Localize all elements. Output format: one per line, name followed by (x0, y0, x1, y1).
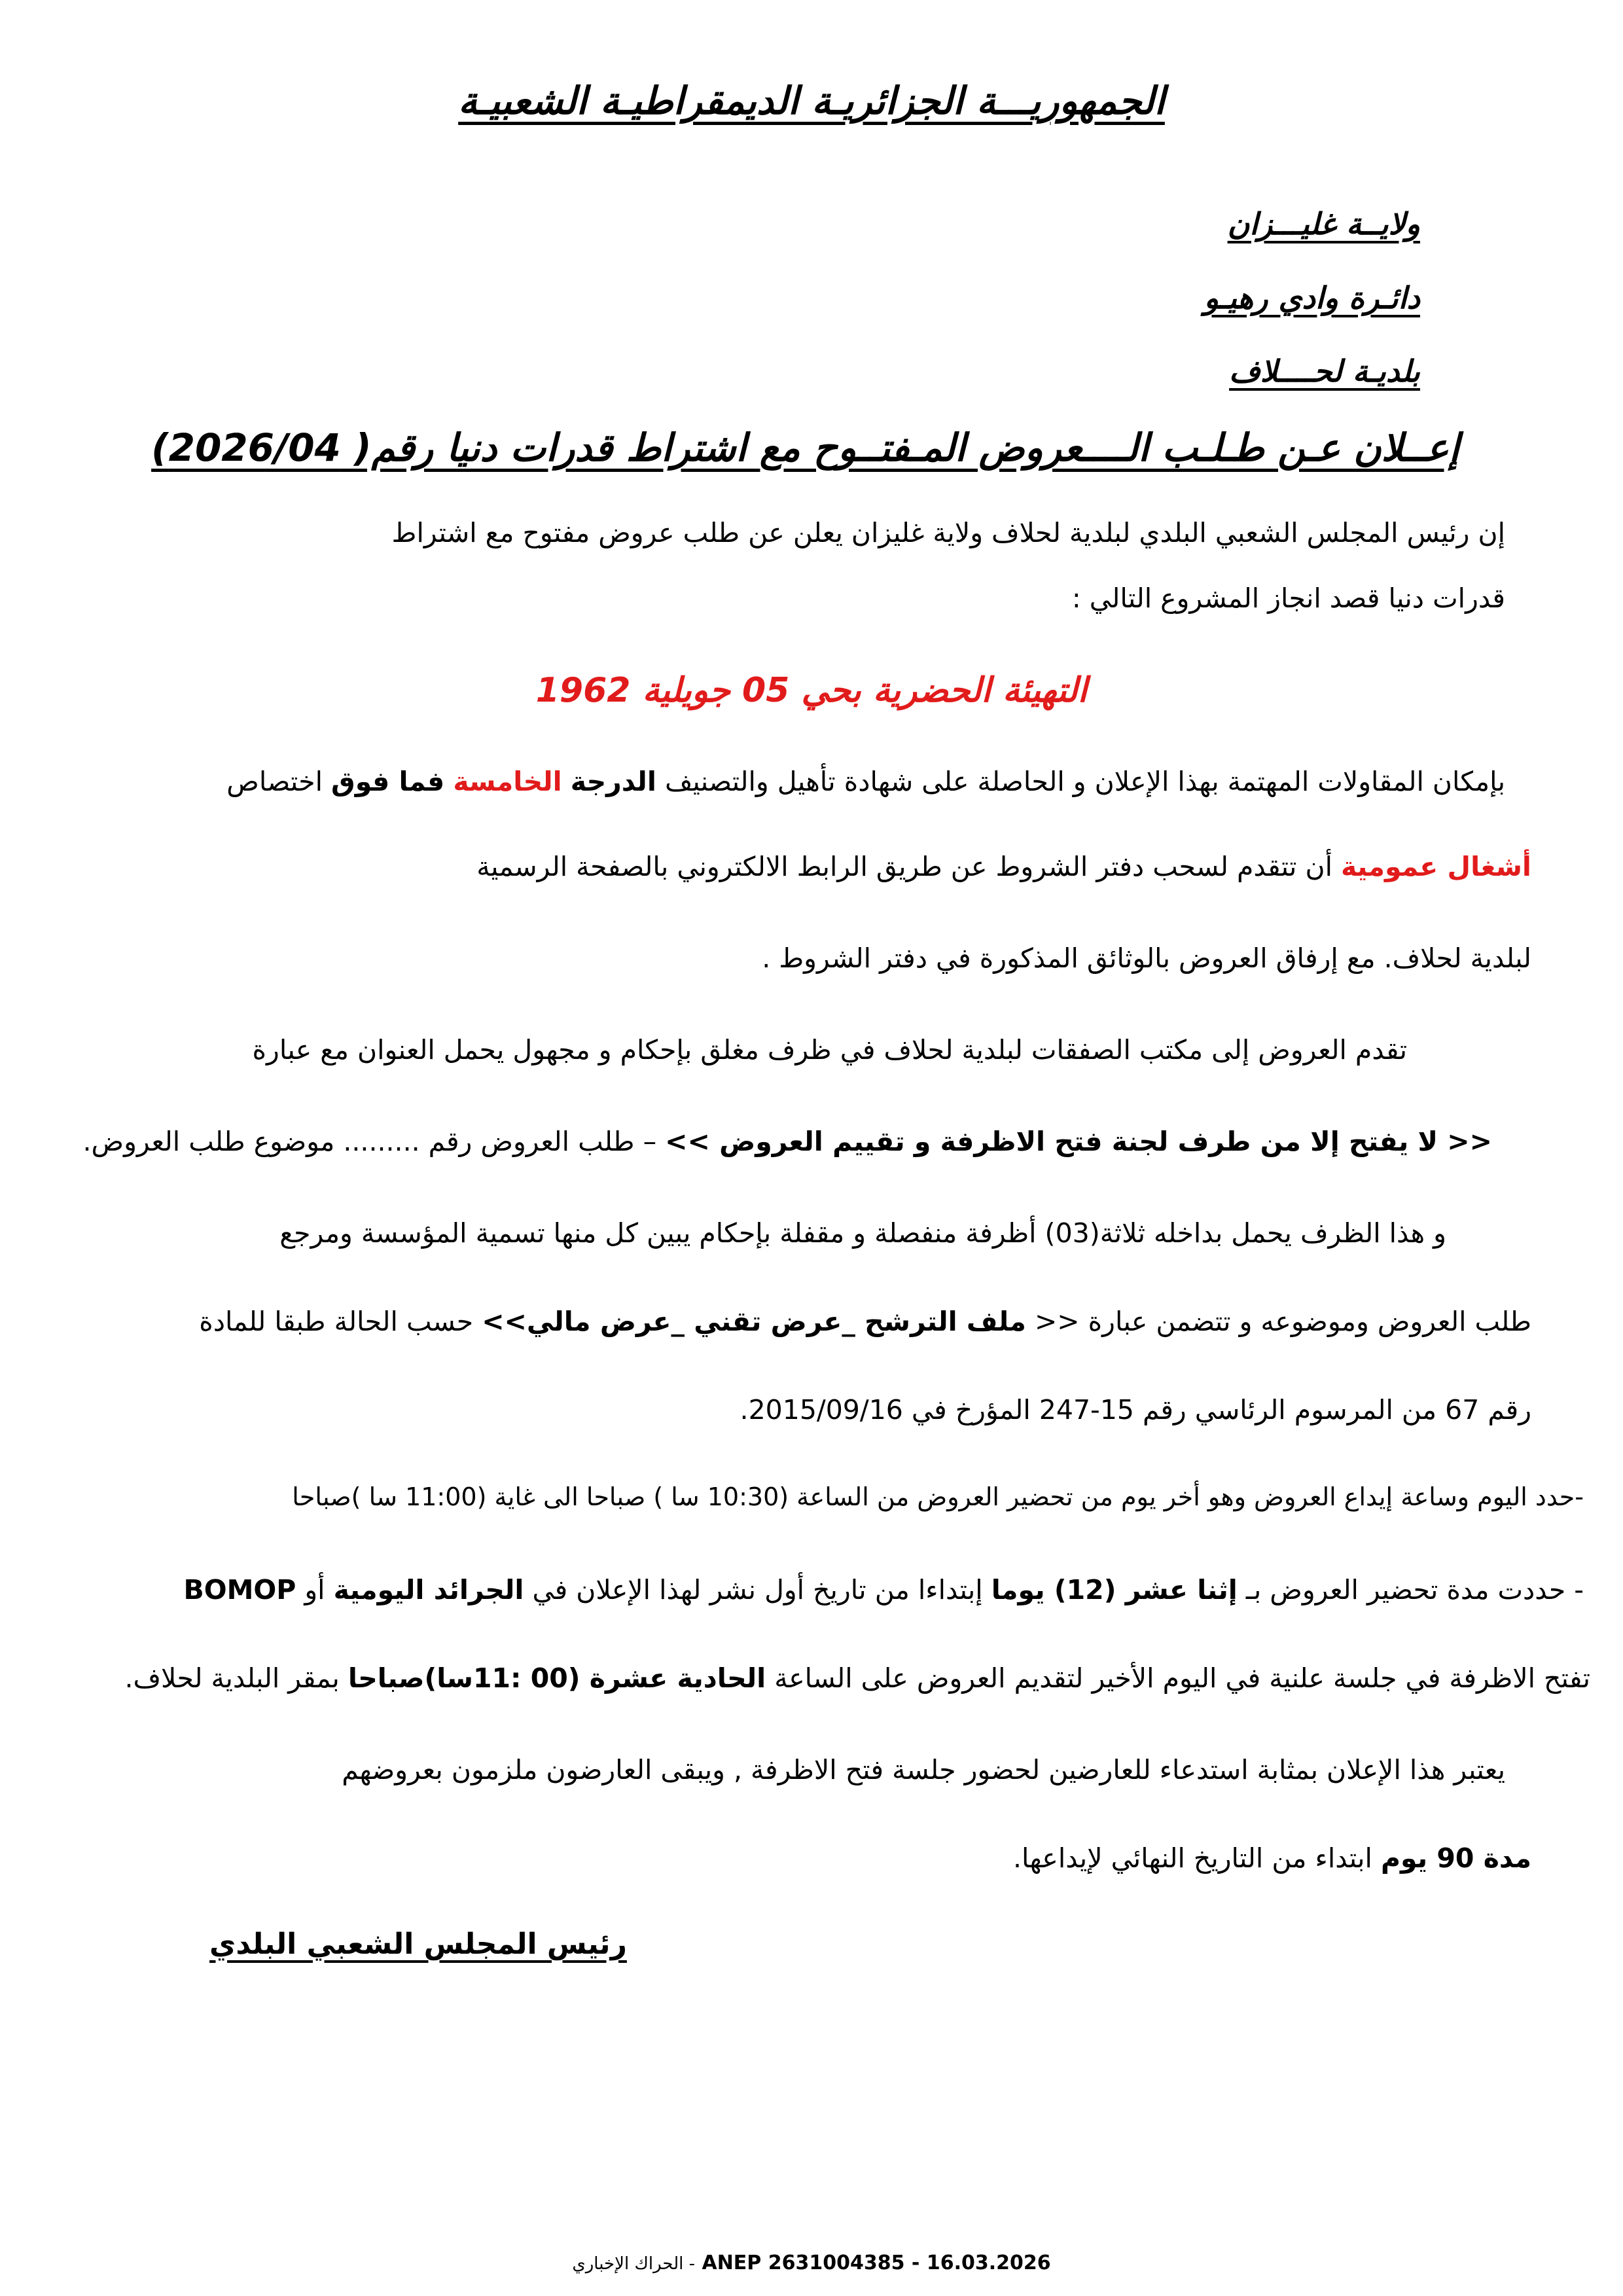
p5-text-c: حسب الحالة طبقا للمادة (199, 1306, 474, 1337)
p1-text: بإمكان المقاولات المهتمة بهذا الإعلان و الحاصلة على شهادة تأهيل والتصنيف (664, 766, 1505, 797)
preparation-days: إثنا عشر (12) يوما (991, 1574, 1238, 1605)
validity-text: ابتداء من التاريخ النهائي لإيداعها. (1012, 1842, 1372, 1874)
paragraph-1-line-3: لبلدية لحلاف. مع إرفاق العروض بالوثائق المذكورة في دفتر الشروط . (762, 942, 1531, 974)
preparation-period-line (184, 1574, 1584, 1606)
footer (0, 2251, 1623, 2274)
commune-label: بلديـة لحــــلاف (1229, 353, 1420, 389)
paragraph-2-line-2 (83, 1126, 1493, 1158)
p1-grade-label: الدرجة (570, 766, 656, 797)
intro-line-1: إن رئيس المجلس الشعبي البلدي لبلدية لحلاف ولاية غليزان يعلن عن طلب عروض مفتوح مع اشتراط (391, 517, 1505, 548)
republic-title: الجمهوريـــة الجزائريـة الديمقراطيـة الشعبيـة (458, 79, 1165, 123)
deposit-hours-line: -حدد اليوم وساعة إيداع العروض وهو أخر يوم من تحضير العروض من الساعة (10:30 سا ) صباحا الى غاية (11:00 سا )صباحا (292, 1482, 1584, 1511)
p7-or: أو (304, 1574, 325, 1605)
p7-text-c: إبتداءا من تاريخ أول نشر لهذا الإعلان في (532, 1574, 983, 1605)
daira-label: دائـرة وادي رهيـو (1204, 280, 1420, 315)
public-works-label: أشغال عمومية (1341, 851, 1531, 882)
paragraph-3-line-3: رقم 67 من المرسوم الرئاسي رقم 15-247 المؤرخ في 2015/09/16. (740, 1394, 1531, 1426)
validity-line-1: يعتبر هذا الإعلان بمثابة استدعاء للعارضين لحضور جلسة فتح الاظرفة , ويبقى العارضون ملزمون بعروضهم (342, 1754, 1505, 1785)
p7-text-a: - حددت مدة تحضير العروض بـ (1245, 1574, 1584, 1605)
paragraph-1-line-2 (476, 851, 1531, 883)
signature-title: رئيس المجلس الشعبي البلدي (209, 1928, 627, 1961)
opening-time: الحادية عشرة (00 :11سا)صباحا (348, 1662, 766, 1694)
paragraph-3-line-1: و هذا الظرف يحمل بداخله ثلاثة(03) أظرفة منفصلة و مقفلة بإحكام يبين كل منها تسمية المؤسسة ومرجع (279, 1217, 1446, 1249)
announcement-title: إعــلان عـن طـلـب الــــعروض المـفتــوح مع اشتراط قدرات دنيا رقم( 2026/04) (151, 425, 1459, 470)
p1-specialty: اختصاص (226, 766, 323, 797)
wilaya-label: ولايــة غليـــزان (1227, 206, 1420, 242)
p1-grade-above: فما فوق (331, 766, 445, 797)
bomop-label: BOMOP (183, 1574, 296, 1605)
validity-line-2 (1013, 1842, 1531, 1874)
paragraph-3-line-2 (199, 1306, 1531, 1338)
tender-subject-phrase: – طلب العروض رقم ......... موضوع طلب العروض. (82, 1126, 657, 1157)
p2-text: أن تتقدم لسحب دفتر الشروط عن طريق الرابط الالكتروني بالصفحة الرسمية (476, 851, 1332, 882)
paragraph-2-line-1: تقدم العروض إلى مكتب الصفقات لبلدية لحلاف في ظرف مغلق بإحكام و مجهول يحمل العنوان مع عبارة (252, 1034, 1407, 1066)
daily-newspapers: الجرائد اليومية (333, 1574, 524, 1605)
p8-text-a: تفتح الاظرفة في جلسة علنية في اليوم الأخير لتقديم العروض على الساعة (774, 1662, 1590, 1694)
p1-grade-value: الخامسة (453, 766, 562, 797)
envelope-phrase: << لا يفتح إلا من طرف لجنة فتح الاظرفة و تقييم العروض >> (665, 1126, 1492, 1157)
p5-text-a: طلب العروض وموضوعه و تتضمن عبارة << (1034, 1306, 1531, 1337)
intro-line-2: قدرات دنيا قصد انجاز المشروع التالي : (1071, 583, 1505, 614)
project-title: التهيئة الحضرية بحي 05 جويلية 1962 (535, 671, 1088, 710)
opening-session-line (125, 1662, 1590, 1695)
p8-text-c: بمقر البلدية لحلاف. (124, 1662, 340, 1694)
footer-anep: ANEP 2631004385 - 16.03.2026 (702, 2251, 1051, 2274)
footer-source: الحراك الإخباري - (572, 2254, 696, 2274)
validity-period: مدة 90 يوم (1380, 1842, 1531, 1874)
paragraph-1-line-1 (226, 766, 1505, 798)
envelope-contents: ملف الترشح _عرض تقني _عرض مالي>> (482, 1306, 1026, 1337)
